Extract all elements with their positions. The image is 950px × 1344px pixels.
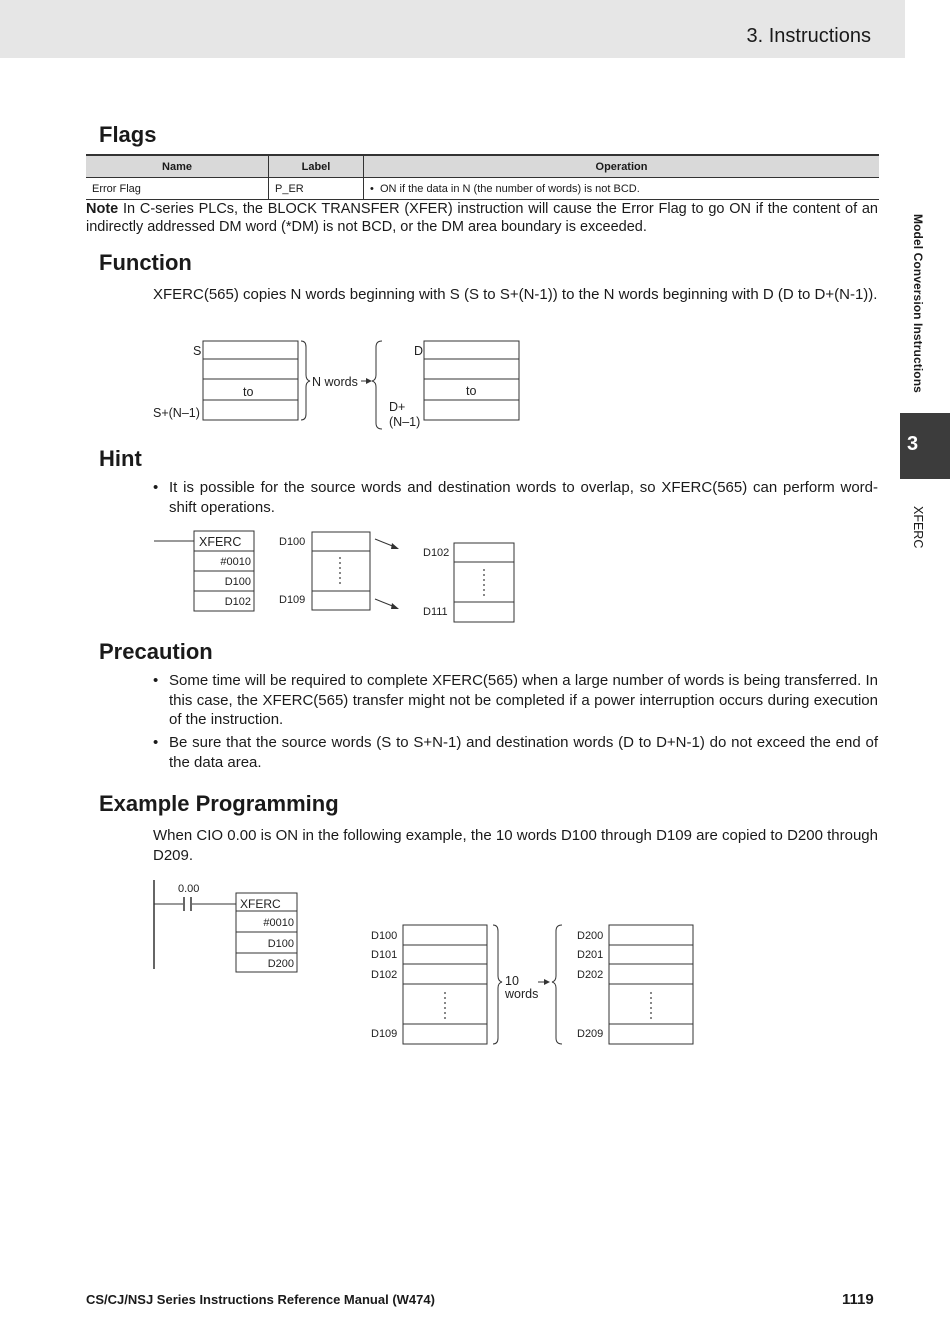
operand-d: D102 — [224, 596, 251, 608]
side-instruction-label: XFERC — [911, 506, 925, 549]
dest-brace — [552, 925, 562, 1044]
table-header-row — [86, 155, 879, 178]
source-block — [203, 341, 298, 420]
hint-diagram — [150, 526, 530, 626]
note-text: In C-series PLCs, the BLOCK TRANSFER (XFER) instruction will cause the Error Flag to go ON if the content of an indirectly addressed DM word (*DM) is not BCD, or the DM area boundary is exceeded. — [86, 201, 878, 235]
cell-operation-text: ON if the data in N (the number of words) is not BCD. — [379, 182, 640, 195]
dest-label: D202 — [577, 969, 604, 981]
column-header-operation: Operation — [364, 155, 880, 178]
side-chapter-tab — [900, 413, 950, 479]
operand-s: D100 — [267, 938, 294, 950]
function-heading: Function — [99, 250, 192, 275]
dest-label: D209 — [577, 1028, 604, 1040]
column-header-name: Name — [86, 155, 269, 178]
cell-name: Error Flag — [86, 178, 269, 200]
note — [86, 200, 878, 236]
page-header-title: 3. Instructions — [746, 25, 871, 47]
operand-n: #0010 — [220, 556, 251, 568]
operand-d: D200 — [267, 958, 294, 970]
source-block — [312, 532, 370, 610]
flags-heading: Flags — [99, 122, 157, 147]
operand-s: D100 — [224, 576, 251, 588]
label-d: D — [414, 344, 424, 358]
operand-n: #0010 — [263, 917, 294, 929]
word-count-number: 10 — [505, 974, 519, 988]
dest-block — [454, 543, 514, 622]
bullet-dot: • — [153, 479, 159, 496]
label-to-dest: to — [466, 384, 477, 398]
dest-block — [424, 341, 519, 420]
word-count-unit: words — [505, 987, 539, 1001]
hint-bullet — [153, 478, 878, 517]
function-text: XFERC(565) copies N words beginning with S (S to S+(N-1)) to the N words beginning with D (D to D+(N-1)). — [153, 286, 878, 303]
instruction-name: XFERC — [199, 535, 242, 549]
dest-label: D201 — [577, 949, 604, 961]
bullet-text: It is possible for the source words and destination words to overlap, so XFERC(565) can perform word-shift operations. — [169, 479, 878, 516]
example-diagram — [150, 876, 710, 1051]
source-bottom-label: D109 — [279, 594, 306, 606]
note-label: Note — [86, 201, 119, 217]
side-section-label: Model Conversion Instructions — [911, 214, 925, 393]
bullet-text: Some time will be required to complete XFERC(565) when a large number of words is being transferred. In this case, the XFERC(565) transfer might not be completed if a power interruption occurs during execution of the instruction. — [169, 672, 878, 728]
dest-label: D200 — [577, 930, 604, 942]
label-s: S — [193, 344, 202, 358]
precaution-heading: Precaution — [99, 639, 213, 664]
cell-label: P_ER — [269, 178, 364, 200]
dest-bottom-label: D111 — [423, 606, 448, 618]
source-label: D109 — [371, 1028, 398, 1040]
label-s-end: S+(N–1) — [153, 406, 200, 420]
table-row — [86, 178, 879, 200]
label-d-end-1: D+ — [389, 400, 406, 414]
bullet-text: Be sure that the source words (S to S+N-1) and destination words (D to D+N-1) do not exceed the end of the data area. — [169, 734, 878, 771]
flags-table — [86, 154, 879, 200]
cell-bullet: • — [370, 182, 374, 195]
chapter-number: 3 — [907, 433, 919, 455]
label-n-words: N words — [312, 375, 358, 389]
precaution-bullet-2 — [153, 733, 878, 772]
source-top-label: D100 — [279, 536, 306, 548]
dest-top-label: D102 — [423, 547, 450, 559]
label-to-source: to — [243, 385, 254, 399]
source-label: D101 — [371, 949, 398, 961]
function-diagram — [140, 335, 540, 435]
bullet-dot: • — [153, 672, 159, 689]
precaution-bullet-1 — [153, 671, 878, 730]
source-brace — [493, 925, 502, 1044]
source-label: D102 — [371, 969, 398, 981]
example-heading: Example Programming — [99, 791, 339, 816]
footer-manual-title: CS/CJ/NSJ Series Instructions Reference Manual (W474) — [86, 1292, 435, 1307]
instruction-name: XFERC — [240, 897, 281, 911]
dest-brace — [372, 341, 382, 429]
contact-address: 0.00 — [178, 883, 200, 895]
example-text: When CIO 0.00 is ON in the following example, the 10 words D100 through D109 are copied to D200 through D209. — [153, 827, 878, 864]
source-label: D100 — [371, 930, 398, 942]
hint-heading: Hint — [99, 446, 142, 471]
bullet-dot: • — [153, 734, 159, 751]
cell-operation — [364, 178, 880, 200]
column-header-label: Label — [269, 155, 364, 178]
page-number: 1119 — [842, 1291, 874, 1308]
source-brace — [301, 341, 310, 420]
label-d-end-2: (N–1) — [389, 415, 421, 429]
